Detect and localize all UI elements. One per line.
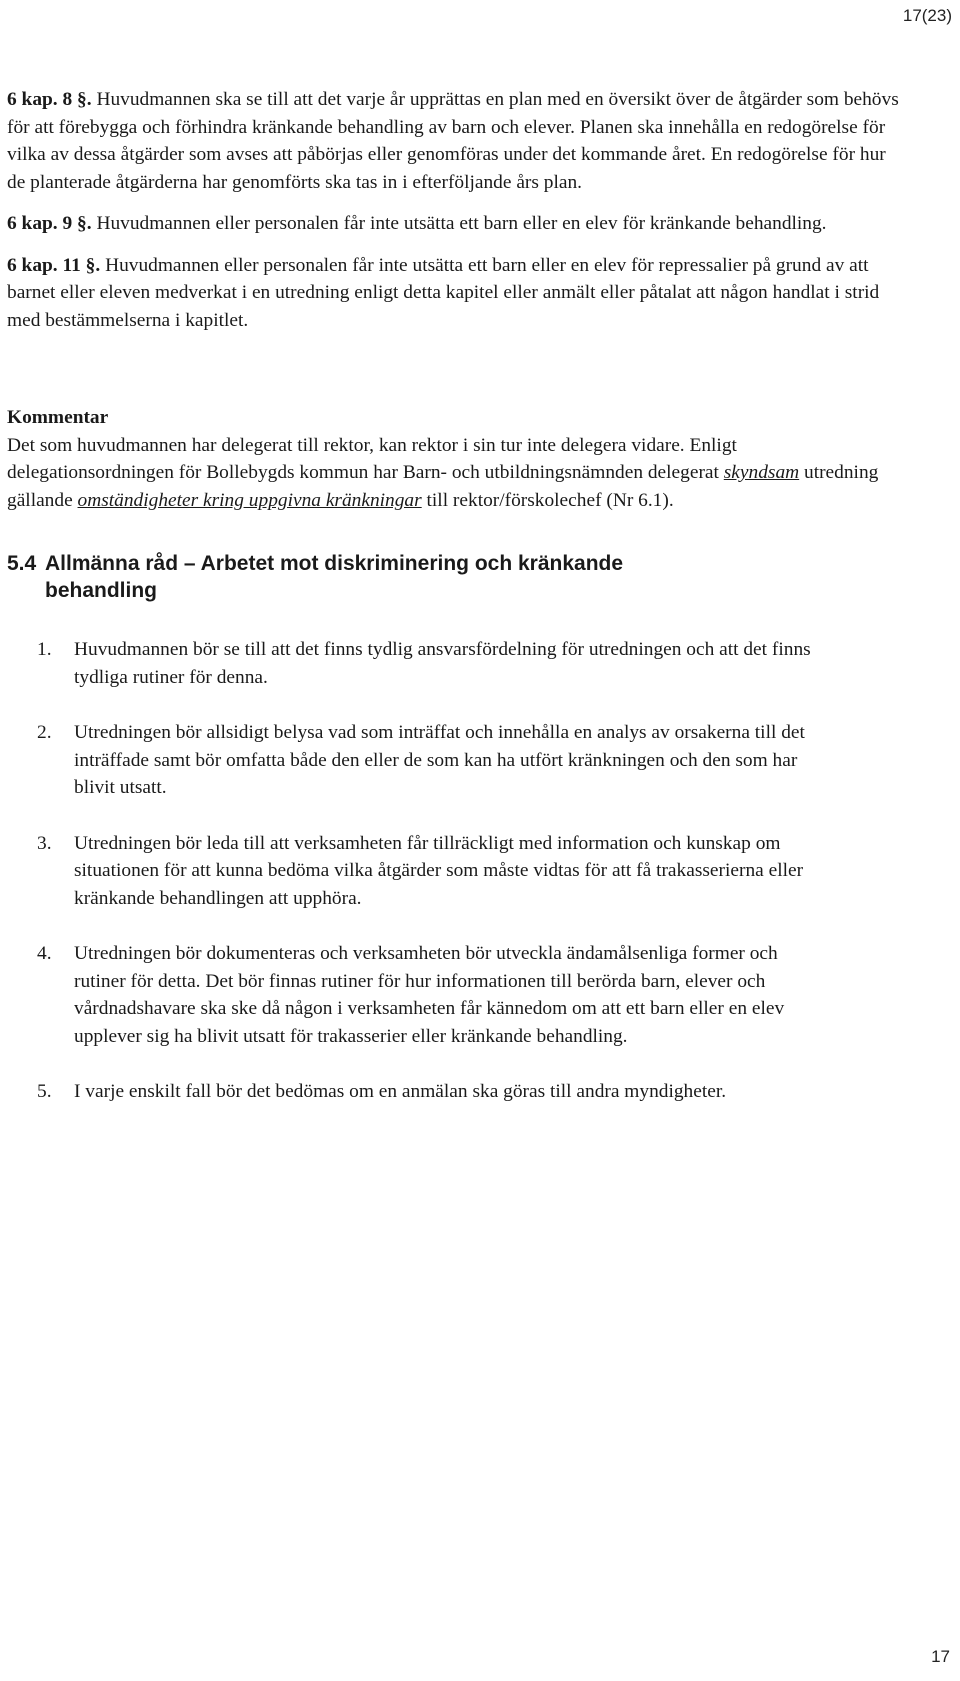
list-marker: 3. bbox=[37, 832, 52, 854]
list-item-text: Utredningen bör dokumenteras och verksamheten bör utveckla ändamålsenliga former och rutiner för detta. Det bör finnas rutiner för hur informationen till berörda barn, elever och vårdnadshavare ska ske då någon i verksamheten får kännedom om att ett barn eller en elev upplever sig ha blivit utsatt för trakasserier eller kränkande behandling. bbox=[74, 943, 785, 1047]
comment-heading: Kommentar bbox=[7, 407, 109, 428]
law-paragraph-6-11 bbox=[7, 252, 907, 335]
list-item-text: Utredningen bör allsidigt belysa vad som inträffat och innehålla en analys av orsakerna till det inträffade samt bör omfatta både den eller de som kan ha utfört kränkningen och den som har blivit utsatt. bbox=[74, 722, 805, 798]
section-title-line2: behandling bbox=[45, 579, 157, 602]
section-title-line1: Allmänna råd – Arbetet mot diskriminering och kränkande bbox=[45, 552, 624, 575]
comment-text: Det som huvudmannen har delegerat till rektor, kan rektor i sin tur inte delegera vidare. Enligt delegationsordningen för Bollebygds kommun har Barn- och utbildningsnämnden delegerat skyndsam utredning gällande omständigheter kring uppgivna kränkningar till rektor/förskolechef (Nr 6.1). bbox=[7, 434, 879, 511]
emphasis-kranknignar: omständigheter kring uppgivna kränkningar bbox=[77, 489, 422, 511]
law-text: Huvudmannen eller personalen får inte utsätta ett barn eller en elev för kränkande behandling. bbox=[91, 213, 827, 234]
list-item bbox=[7, 830, 907, 913]
list-marker: 5. bbox=[37, 1081, 52, 1102]
page-reference: 17(23) bbox=[902, 6, 952, 25]
advice-list bbox=[7, 636, 907, 1106]
list-item-text: Utredningen bör leda till att verksamheten får tillräckligt med information och kunskap om situationen för att kunna bedöma vilka åtgärder som måste vidtas för att få trakasserierna eller kränkande behandlingen att upphöra. bbox=[74, 832, 804, 909]
list-item-text: I varje enskilt fall bör det bedömas om en anmälan ska göras till andra myndigheter. bbox=[74, 1081, 727, 1102]
law-text: Huvudmannen eller personalen får inte utsätta ett barn eller en elev för repressalier på grund av att barnet eller eleven medverkat i en utredning enligt detta kapitel eller anmält eller påtalat att någon handlat i strid med bestämmelserna i kapitlet. bbox=[7, 254, 880, 331]
section-heading bbox=[7, 550, 907, 604]
section-number: 5.4 bbox=[7, 552, 37, 575]
list-item-text: Huvudmannen bör se till att det finns tydlig ansvarsfördelning för utredningen och att det finns tydliga rutiner för denna. bbox=[74, 639, 811, 688]
list-item bbox=[7, 940, 907, 1050]
list-marker: 4. bbox=[37, 943, 52, 964]
list-item bbox=[7, 1078, 907, 1106]
list-marker: 1. bbox=[37, 639, 52, 660]
document-body bbox=[7, 86, 907, 1134]
list-marker: 2. bbox=[37, 722, 52, 743]
law-reference: 6 kap. 9 §. bbox=[7, 213, 92, 234]
law-reference: 6 kap. 11 §. bbox=[7, 254, 101, 276]
law-text: Huvudmannen ska se till att det varje år upprättas en plan med en översikt över de åtgärder som behövs för att förebygga och förhindra kränkande behandling av barn och elever. Planen ska innehålla en redogörelse för vilka av dessa åtgärder som avses att påbörjas eller genomföras under det kommande året. En redogörelse för hur de planterade åtgärderna har genomförts ska tas in i efterföljande års plan. bbox=[7, 89, 899, 193]
emphasis-skyndsam: skyndsam bbox=[723, 462, 800, 483]
list-item bbox=[7, 719, 907, 802]
page-number: 17 bbox=[931, 1647, 950, 1666]
law-reference: 6 kap. 8 §. bbox=[7, 89, 92, 110]
list-item bbox=[7, 636, 907, 691]
law-paragraph-6-9 bbox=[7, 210, 907, 238]
law-paragraph-6-8 bbox=[7, 86, 907, 196]
